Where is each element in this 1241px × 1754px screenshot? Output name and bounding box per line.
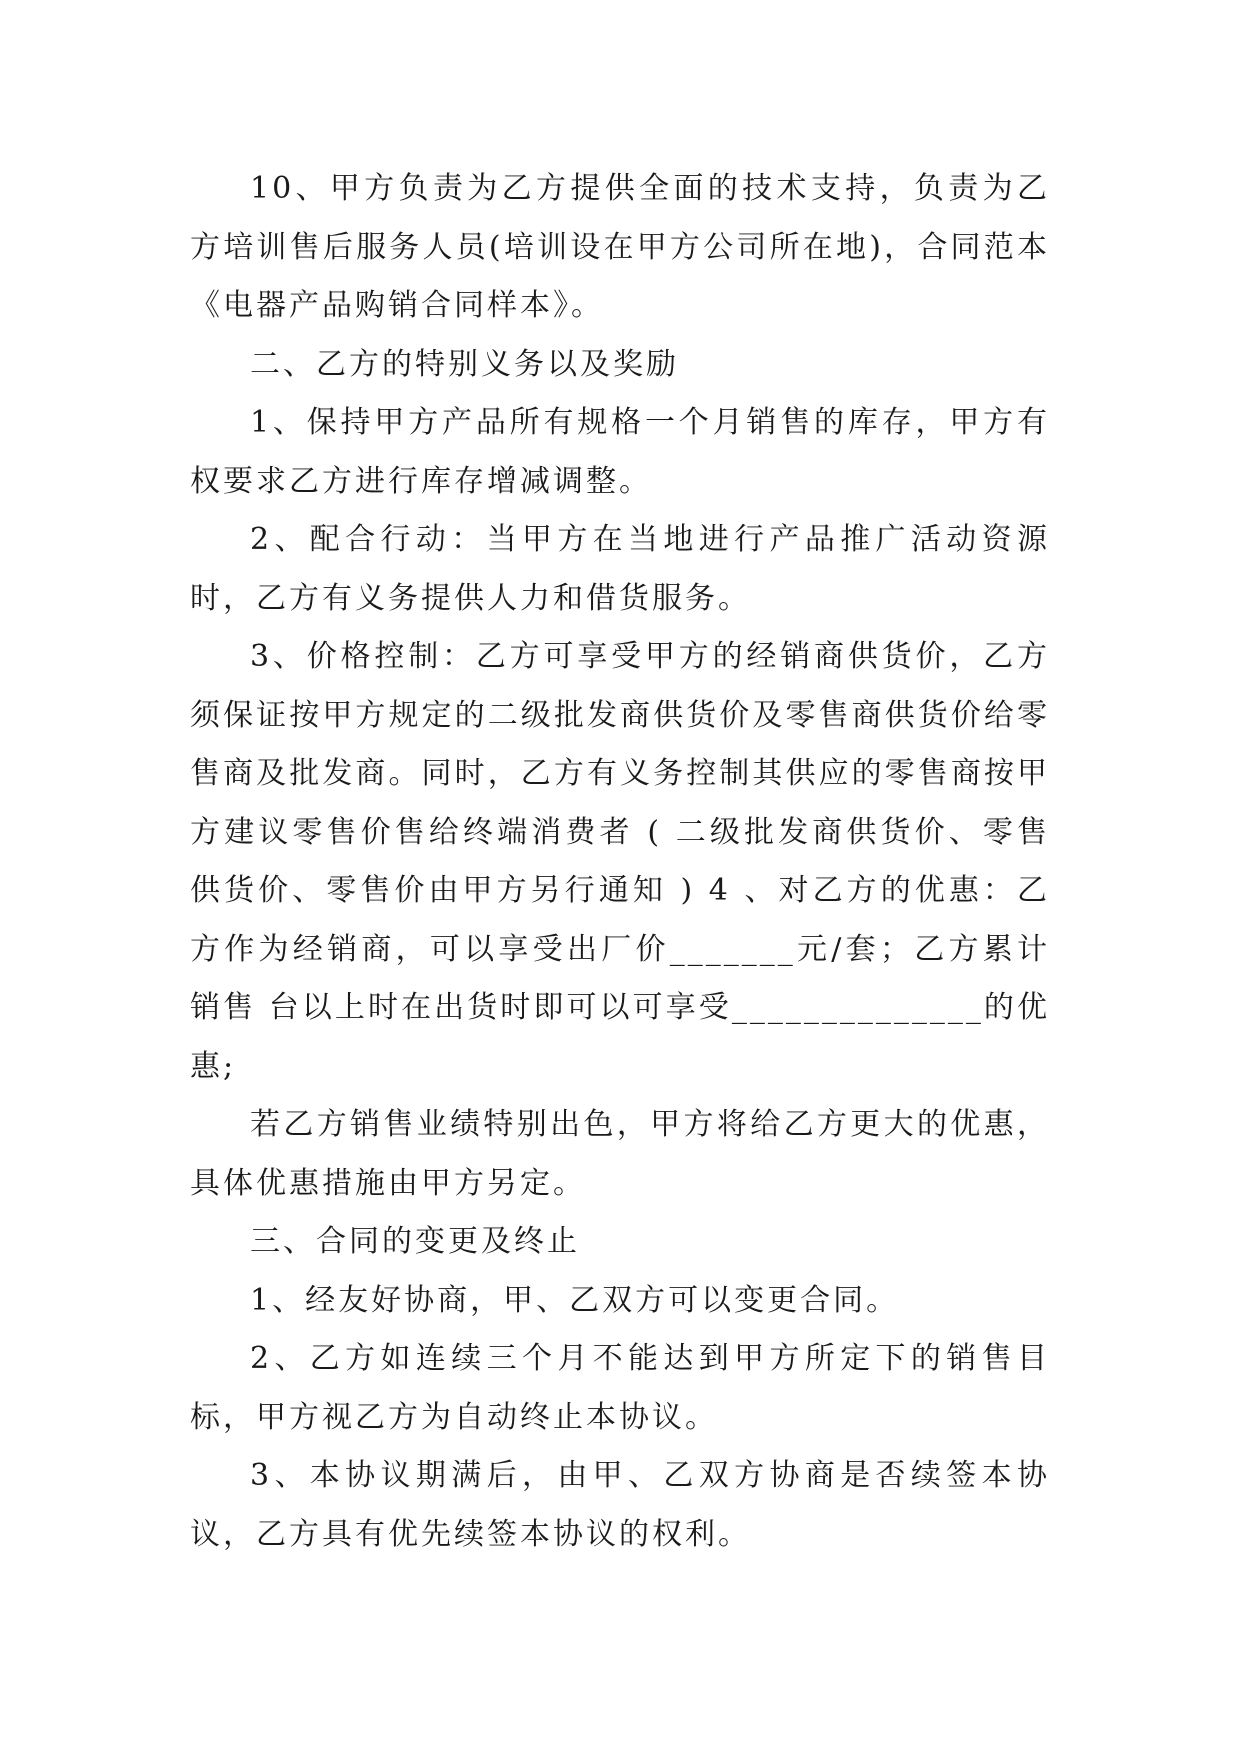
paragraph-cooperation: 2、配合行动：当甲方在当地进行产品推广活动资源时，乙方有义务提供人力和借货服务。 <box>190 522 1050 616</box>
document-body <box>190 160 1050 1564</box>
paragraph-extra-discount: 若乙方销售业绩特别出色，甲方将给乙方更大的优惠，具体优惠措施由甲方另定。 <box>190 1107 1050 1201</box>
paragraph-price-control: 3、价格控制：乙方可享受甲方的经销商供货价，乙方须保证按甲方规定的二级批发商供货价及零售商供货价给零售商及批发商。同时，乙方有义务控制其供应的零售商按甲方建议零售价售给终端消费者 ( 二级批发商供货价、零售供货价、零售价由甲方另行通知 ) 4 、对乙方的优惠：乙方作为经销商，可以享受出厂价_______元/套；乙方累计销售 台以上时在出货时即可以可享受______________的优惠; <box>190 639 1050 1084</box>
paragraph-inventory: 1、保持甲方产品所有规格一个月销售的库存，甲方有权要求乙方进行库存增减调整。 <box>190 405 1050 499</box>
section-heading-change-termination: 三、合同的变更及终止 <box>250 1224 580 1259</box>
paragraph-tech-support: 10、甲方负责为乙方提供全面的技术支持，负责为乙方培训售后服务人员(培训设在甲方公司所在地)，合同范本《电器产品购销合同样本》。 <box>190 171 1050 323</box>
paragraph-renewal: 3、本协议期满后，由甲、乙双方协商是否续签本协议，乙方具有优先续签本协议的权利。 <box>190 1458 1050 1552</box>
paragraph-auto-termination: 2、乙方如连续三个月不能达到甲方所定下的销售目标，甲方视乙方为自动终止本协议。 <box>190 1341 1050 1435</box>
paragraph-change-contract: 1、经友好协商，甲、乙双方可以变更合同。 <box>250 1282 900 1318</box>
section-heading-obligations: 二、乙方的特别义务以及奖励 <box>250 346 679 382</box>
